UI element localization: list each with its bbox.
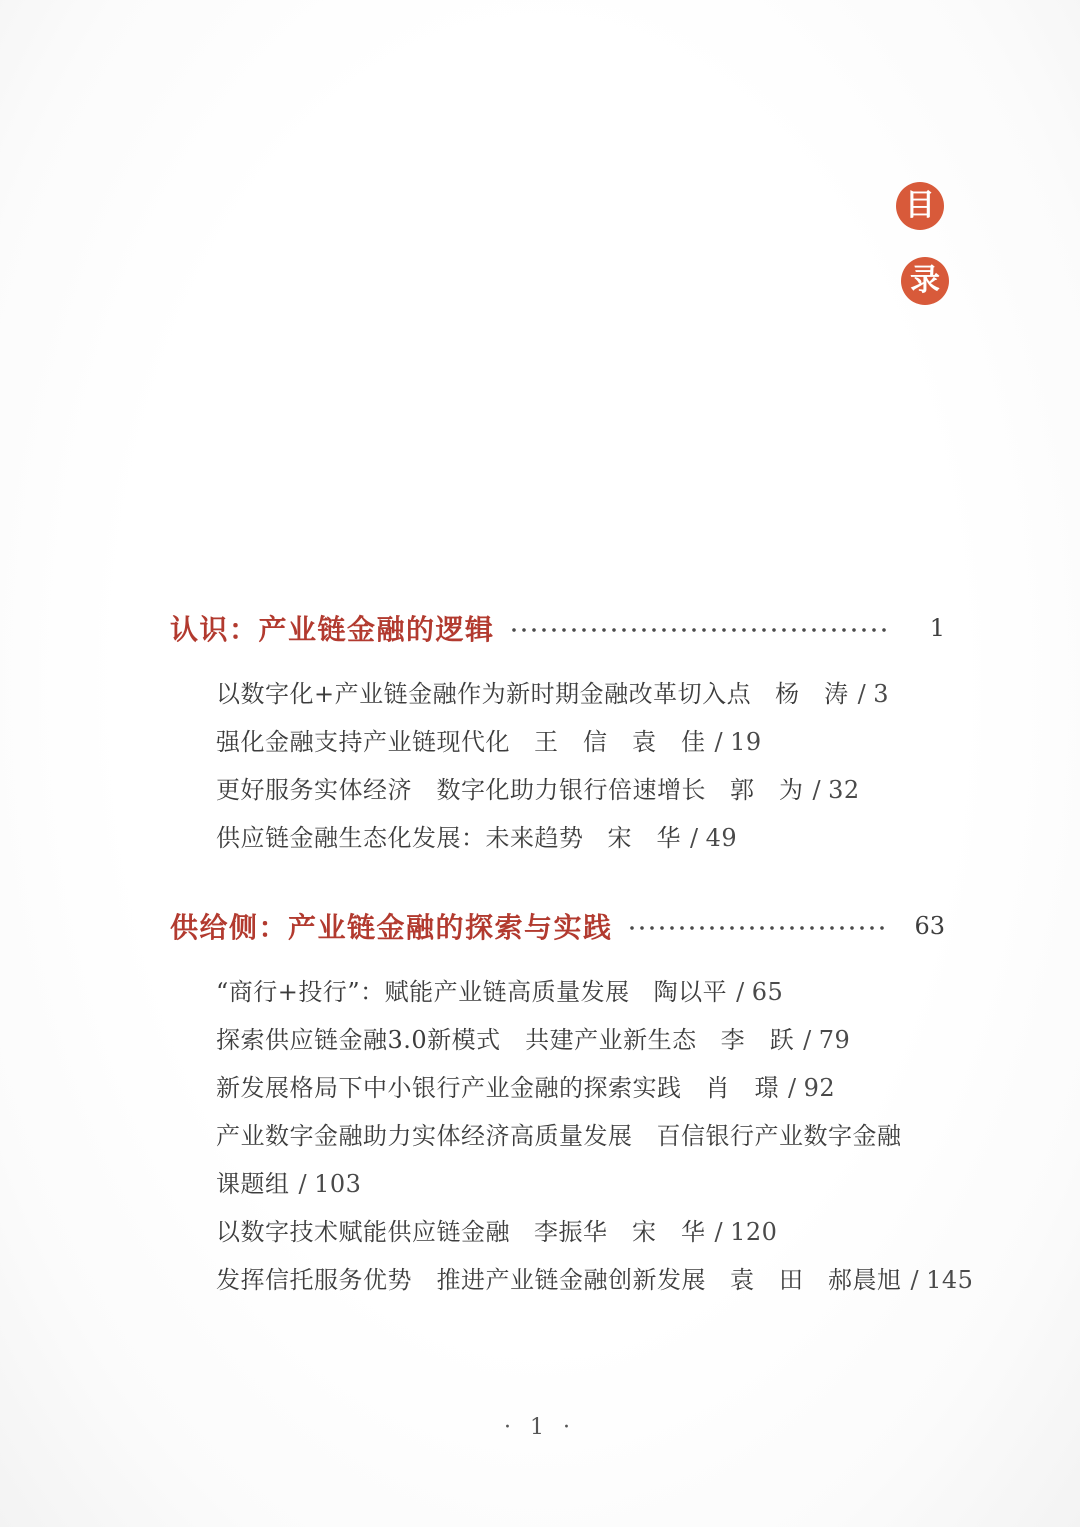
- toc-entry: [216, 1112, 906, 1208]
- entry-page-number: 65: [751, 978, 784, 1006]
- section-page-number: 1: [929, 614, 945, 642]
- toc-badge-circle-bottom: [901, 257, 949, 305]
- entry-title: 探索供应链金融3.0新模式 共建产业新生态: [216, 1026, 697, 1054]
- entry-separator: /: [910, 1266, 920, 1294]
- entry-authors: 百信银行产业数字金融课题组: [216, 1122, 902, 1198]
- entry-separator: /: [714, 728, 724, 756]
- toc-badge-char-bottom: 录: [910, 263, 940, 298]
- entry-page-number: 32: [828, 776, 860, 804]
- entry-separator: /: [788, 1074, 797, 1102]
- toc-section: [170, 904, 974, 1304]
- entry-separator: /: [736, 978, 745, 1006]
- entry-separator: /: [690, 824, 699, 852]
- entry-page-number: 120: [730, 1218, 778, 1246]
- section-header: [170, 606, 945, 650]
- entry-title: 更好服务实体经济 数字化助力银行倍速增长: [216, 776, 706, 804]
- entry-separator: /: [714, 1218, 724, 1246]
- entry-separator: /: [803, 1026, 812, 1054]
- entry-separator: /: [857, 680, 867, 708]
- entry-separator: /: [298, 1170, 308, 1198]
- entry-title: 以数字技术赋能供应链金融: [216, 1218, 510, 1246]
- toc-entry: [216, 1256, 974, 1304]
- section-page-number: 63: [914, 912, 945, 940]
- entry-authors: 宋 华: [607, 824, 681, 852]
- entry-authors: 肖 璟: [705, 1074, 779, 1102]
- entry-authors: 杨 涛: [775, 680, 849, 708]
- entry-authors: 袁 田 郝晨旭: [730, 1266, 902, 1294]
- toc-entry: [216, 1208, 906, 1256]
- entry-authors: 陶以平: [653, 978, 728, 1006]
- toc-entry: [216, 1064, 906, 1112]
- toc-badge-char-top: 目: [905, 188, 935, 223]
- dotted-leader: [509, 624, 889, 636]
- entry-title: “商行+投行”：赋能产业链高质量发展: [216, 978, 630, 1006]
- section-header: [170, 904, 945, 948]
- dotted-leader: [627, 922, 889, 934]
- entry-authors: 李 跃: [720, 1026, 795, 1054]
- entry-page-number: 92: [803, 1074, 836, 1102]
- toc-entry: [216, 718, 906, 766]
- section-title: 供给侧：产业链金融的探索与实践: [170, 911, 613, 944]
- toc-entry: [216, 766, 906, 814]
- toc-section: [170, 606, 945, 862]
- entry-page-number: 49: [705, 824, 738, 852]
- entry-separator: /: [812, 776, 822, 804]
- entry-page-number: 3: [873, 680, 889, 708]
- toc-entry: [216, 670, 906, 718]
- entry-title: 新发展格局下中小银行产业金融的探索实践: [216, 1074, 682, 1102]
- toc-entry: [216, 814, 906, 862]
- entry-authors: 郭 为: [730, 776, 804, 804]
- page-footer-number: · 1 ·: [504, 1415, 576, 1440]
- entry-authors: 李振华 宋 华: [534, 1218, 706, 1246]
- section-items: [216, 968, 974, 1304]
- toc-content: [170, 606, 974, 1346]
- toc-badge-circle-top: [896, 182, 944, 230]
- section-items: [216, 670, 906, 862]
- entry-authors: 王 信 袁 佳: [534, 728, 706, 756]
- section-title: 认识：产业链金融的逻辑: [170, 613, 495, 646]
- toc-entry: [216, 1016, 906, 1064]
- entry-title: 供应链金融生态化发展：未来趋势: [216, 824, 584, 852]
- entry-title: 发挥信托服务优势 推进产业链金融创新发展: [216, 1266, 706, 1294]
- entry-title: 以数字化+产业链金融作为新时期金融改革切入点: [216, 680, 752, 708]
- entry-page-number: 79: [818, 1026, 851, 1054]
- entry-title: 产业数字金融助力实体经济高质量发展: [216, 1122, 633, 1150]
- entry-page-number: 103: [314, 1170, 362, 1198]
- toc-entry: [216, 968, 906, 1016]
- entry-page-number: 19: [730, 728, 762, 756]
- entry-page-number: 145: [926, 1266, 974, 1294]
- entry-title: 强化金融支持产业链现代化: [216, 728, 510, 756]
